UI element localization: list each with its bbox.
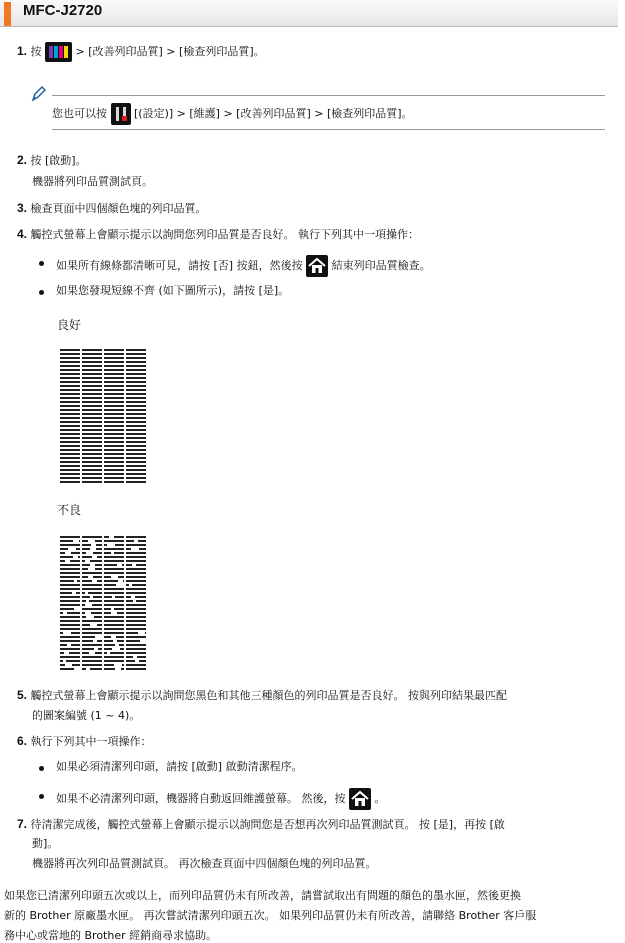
step-3 xyxy=(17,201,207,216)
footer-line-1: 如果您已清潔列印頭五次或以上，而列印品質仍未有所改善，請嘗試取出有問題的顏色的墨水匣，然後更換 xyxy=(4,889,521,902)
good-test-pattern xyxy=(60,349,147,485)
note-text xyxy=(52,103,413,125)
step-7-text: 待清潔完成後，觸控式螢幕上會顯示提示以詢問您是否想再次列印品質測試頁。 按 [是]，再按 [啟 xyxy=(30,818,505,831)
bad-test-pattern xyxy=(60,536,147,672)
bad-label: 不良 xyxy=(57,503,82,517)
step-6 xyxy=(17,734,152,749)
step-number: 4. xyxy=(17,227,28,241)
step-number: 1. xyxy=(17,44,28,58)
bullet-dot xyxy=(39,794,44,799)
step-4-bullet-2: 如果您發現短線不齊 (如下圖所示)，請按 [是]。 xyxy=(56,284,290,297)
bullet-text: 如果不必清潔列印頭，機器將自動返回維護螢幕。 然後，按 xyxy=(56,792,346,805)
header-accent-bar xyxy=(4,2,11,26)
step-number: 5. xyxy=(17,688,28,702)
step-3-text: 檢查頁面中四個顏色塊的列印品質。 xyxy=(30,202,207,215)
good-label: 良好 xyxy=(57,318,82,332)
step-4-bullet-1 xyxy=(56,255,431,277)
footer-line-2: 新的 Brother 原廠墨水匣。 再次嘗試清潔列印頭五次。 如果列印品質仍未有所改善，請聯絡 Brother 客戶服 xyxy=(4,909,537,922)
step-6-bullet-1: 如果必須清潔列印頭，請按 [啟動] 啟動清潔程序。 xyxy=(56,760,303,773)
home-icon[interactable] xyxy=(306,255,328,277)
step-5 xyxy=(17,688,507,703)
step-2-sub: 機器將列印品質測試頁。 xyxy=(32,175,153,188)
step-number: 2. xyxy=(17,153,28,167)
page-header xyxy=(0,0,618,27)
step-1-pre: 按 xyxy=(30,45,42,58)
step-1-path: > [改善列印品質] > [檢查列印品質]。 xyxy=(75,45,265,58)
settings-tools-icon[interactable] xyxy=(111,103,131,125)
home-icon[interactable] xyxy=(349,788,371,810)
step-number: 6. xyxy=(17,734,28,748)
ink-cartridge-icon[interactable] xyxy=(45,42,72,62)
bullet-text: 結束列印品質檢查。 xyxy=(331,259,431,272)
pencil-icon xyxy=(30,85,46,103)
step-2 xyxy=(17,153,87,168)
bullet-dot xyxy=(39,290,44,295)
step-7-sub: 機器將再次列印品質測試頁。 再次檢查頁面中四個顏色塊的列印品質。 xyxy=(32,857,377,870)
step-5-line-2: 的圖案編號 (1 ~ 4)。 xyxy=(32,709,141,722)
step-5-text: 觸控式螢幕上會顯示提示以詢問您黑色和其他三種顏色的列印品質是否良好。 按與列印結果最匹配 xyxy=(30,689,508,702)
note-top-rule xyxy=(52,95,605,96)
step-4 xyxy=(17,227,419,242)
footer-line-3: 務中心或當地的 Brother 經銷商尋求協助。 xyxy=(4,929,218,942)
page-title: MFC-J2720 xyxy=(23,2,103,19)
step-6-bullet-2 xyxy=(56,788,386,810)
bullet-dot xyxy=(39,766,44,771)
note-bottom-rule xyxy=(52,129,605,130)
step-4-text: 觸控式螢幕上會顯示提示以詢問您列印品質是否良好。 執行下列其中一項操作： xyxy=(30,228,420,241)
step-2-text: 按 [啟動]。 xyxy=(30,154,87,167)
step-1 xyxy=(17,42,265,62)
step-6-text: 執行下列其中一項操作： xyxy=(30,735,152,748)
bullet-dot xyxy=(39,261,44,266)
step-7-line-2: 動]。 xyxy=(32,837,59,850)
bullet-text: 如果所有線條都清晰可見，請按 [否] 按鈕，然後按 xyxy=(56,259,303,272)
step-7 xyxy=(17,817,505,832)
note-text-b: [(設定)] > [維護] > [改善列印品質] > [檢查列印品質]。 xyxy=(134,107,413,120)
step-number: 3. xyxy=(17,201,28,215)
step-number: 7. xyxy=(17,817,28,831)
bullet-text: 。 xyxy=(374,792,386,805)
note-text-a: 您也可以按 xyxy=(52,107,107,120)
